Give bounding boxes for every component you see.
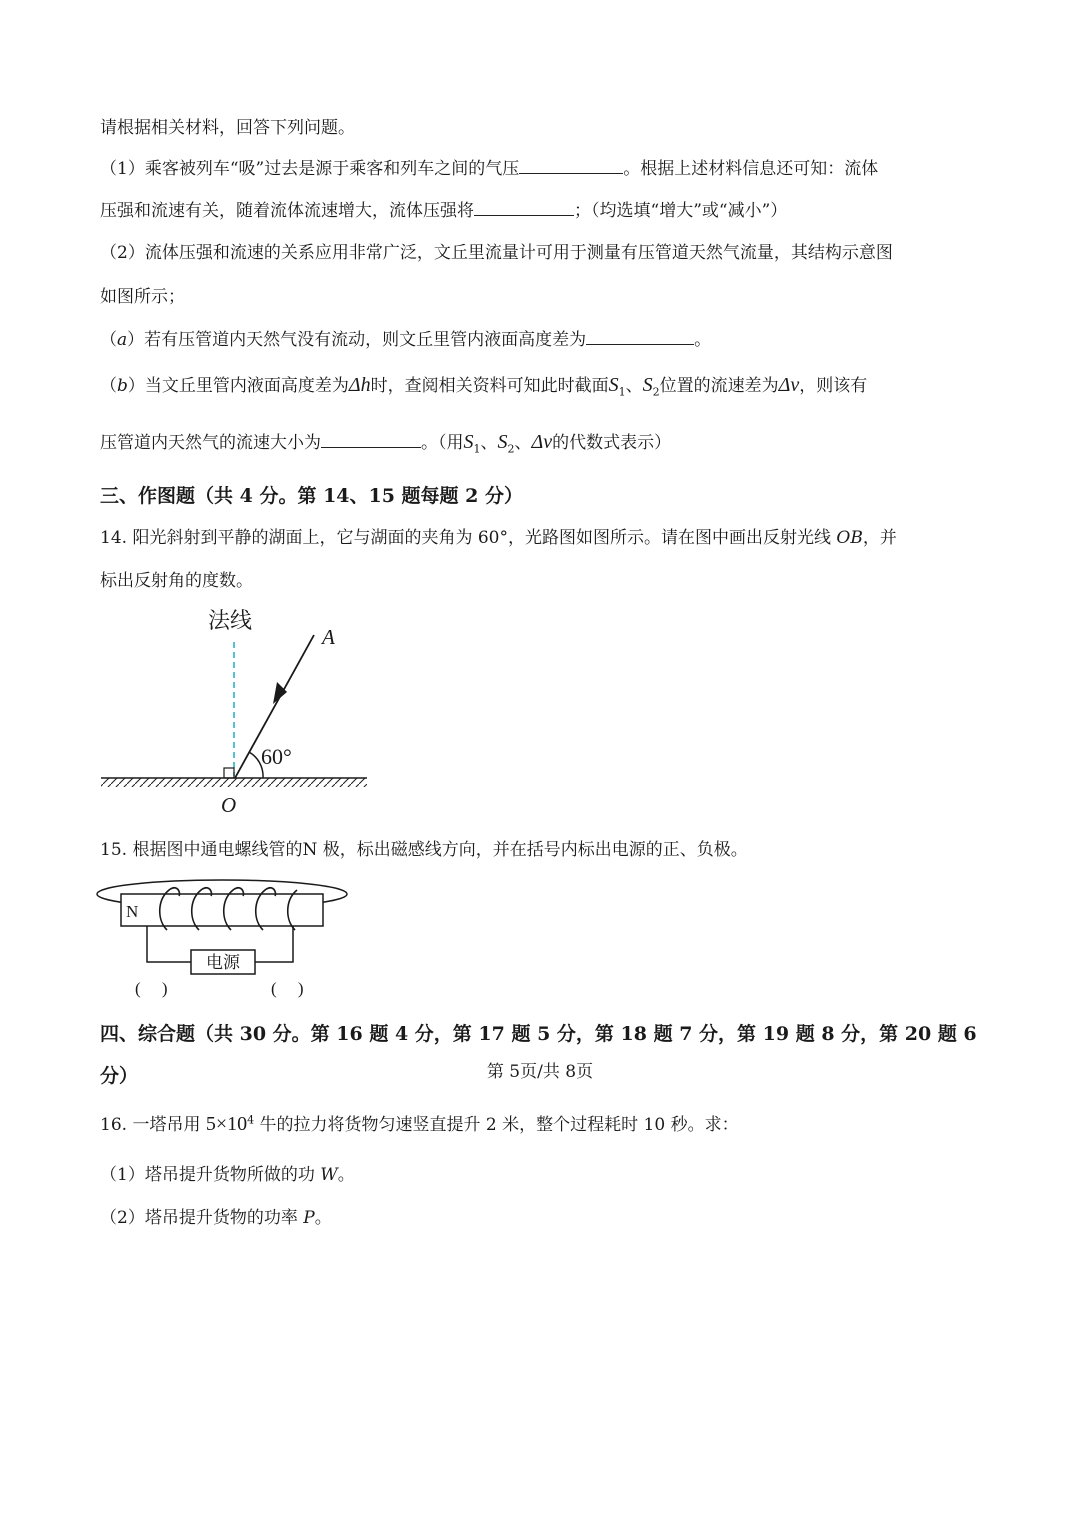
intro-text: 请根据相关材料，回答下列问题。 [100, 118, 355, 138]
q13-p1-text-a: （1）乘客被列车“吸”过去是源于乘客和列车之间的气压 [100, 159, 520, 179]
answer-blank-pressure-change[interactable] [474, 214, 574, 216]
incident-ray-arrowhead [273, 682, 287, 704]
answer-blank-height-diff[interactable] [586, 343, 694, 345]
q15-text: 15. 根据图中通电螺线管的N 极，标出磁感线方向，并在括号内标出电源的正、负极。 [100, 840, 748, 860]
math-delta-v: Δv [778, 374, 800, 396]
answer-blank-flow-speed[interactable] [321, 446, 421, 448]
q13-part2-line2: 如图所示； [100, 287, 185, 307]
math-delta-h: Δh [348, 374, 371, 396]
point-a-label: A [322, 625, 335, 649]
lake-surface-hatching [101, 778, 367, 787]
page-number: 第 5页/共 8页 [486, 1062, 594, 1082]
q13-part1-line2 [100, 196, 787, 221]
q13-part-b-line2: 压管道内天然气的流速大小为 。（用$S_1$、$S_2$、Δv的代数式表示） [100, 431, 672, 456]
force-value: 5×10 [205, 1113, 248, 1135]
answer-blank-pressure-diff[interactable] [519, 172, 623, 174]
q13-part-a: （a）若有压管道内天然气没有流动，则文丘里管内液面高度差为 。 [100, 330, 712, 350]
q16-text: 16. 一塔吊用 $5\times 10^4$ 牛的拉力将货物匀速竖直提升 2 米，整个过程耗时 10 秒。求： [100, 1113, 739, 1135]
north-pole-label: N [126, 902, 139, 921]
point-o-label: O [221, 793, 237, 817]
section3-title: 三、作图题（共 4 分。第 14、15 题每题 2 分） [100, 485, 524, 507]
q14-reflection-diagram[interactable] [95, 600, 405, 822]
right-terminal-paren[interactable]: ( ) [271, 979, 304, 998]
q13-p1-text-d: ；（均选填“增大”或“减小”） [574, 201, 788, 221]
q13-p1-text-b: 。根据上述材料信息还可知：流体 [623, 159, 879, 179]
section4-title-line2: 分） [100, 1065, 139, 1087]
left-terminal-paren[interactable]: ( ) [135, 979, 168, 998]
angle-label: 60° [261, 744, 292, 769]
power-source-label: 电源 [206, 953, 240, 973]
section4-title-line1: 四、综合题（共 30 分。第 16 题 4 分，第 17 题 5 分，第 18 题 7 分，第 19 题 8 分，第 20 题 6 [100, 1023, 977, 1045]
q16-sub1: （1）塔吊提升货物所做的功 W。 [100, 1165, 355, 1185]
q13-p1-text-c: 压强和流速有关，随着流体流速增大，流体压强将 [100, 201, 474, 221]
q13-part1-line1 [100, 154, 878, 179]
solenoid-core [121, 894, 323, 926]
right-angle-marker [224, 768, 234, 778]
q15-solenoid-diagram[interactable] [95, 872, 355, 1002]
q14-text-line2: 标出反射角的度数。 [100, 571, 253, 591]
q13-part-b-line1: （b）当文丘里管内液面高度差为Δh时，查阅相关资料可知此时截面$S_1$、$S_2$位置的流速差为Δv，则该有 [100, 374, 868, 399]
normal-label: 法线 [208, 609, 253, 634]
q16-sub2: （2）塔吊提升货物的功率 P。 [100, 1208, 332, 1228]
q13-part2-line1: （2）流体压强和流速的关系应用非常广泛，文丘里流量计可用于测量有压管道天然气流量，其结构示意图 [100, 243, 893, 263]
q14-text-line1: 14. 阳光斜射到平静的湖面上，它与湖面的夹角为 60°，光路图如图所示。请在图中画出反射光线 OB，并 [100, 528, 897, 548]
